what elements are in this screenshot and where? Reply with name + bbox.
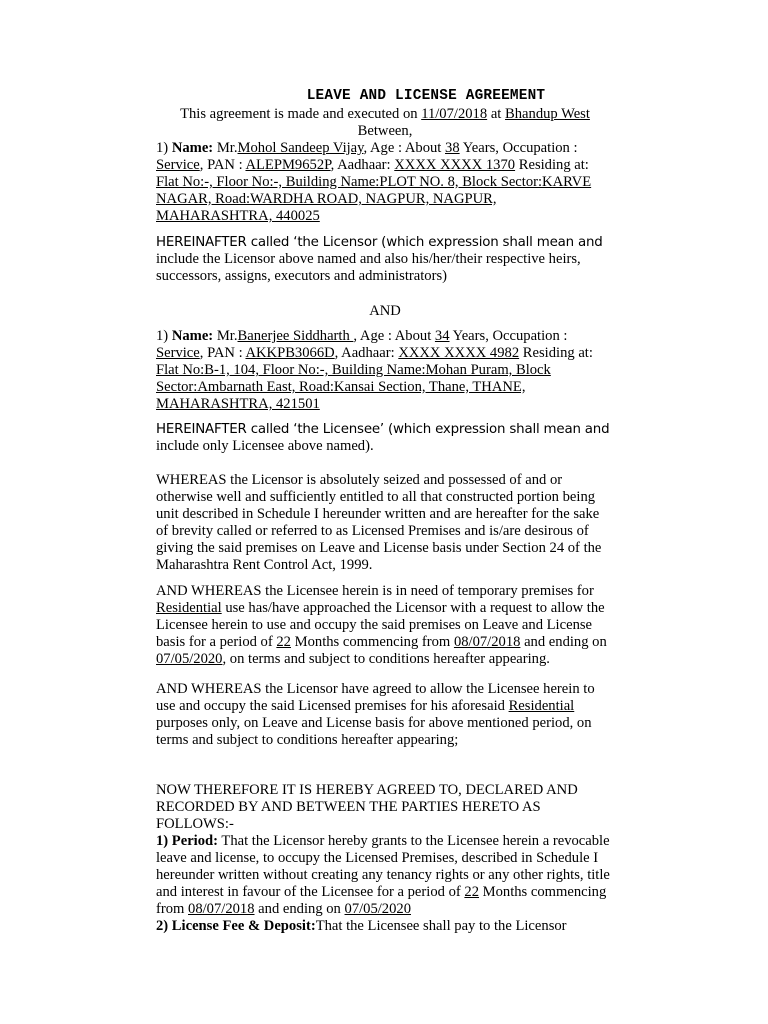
licensor-pan-label: , PAN : — [199, 157, 243, 173]
licensee-title: Mr. — [216, 328, 238, 344]
licensor-name: Mohol Sandeep Vijay — [237, 140, 364, 156]
licensee-occupation: Service — [156, 345, 200, 361]
whereas-paragraph-1: WHEREAS the Licensor is absolutely seized and possessed of and or otherwise well and sufficiently entitled to all that constructed portion being unit described in Schedule I hereunder written and are hereafter for the sake of brevity called or referred to as Licensed Premises and is/are desirous of giving the said premises on Leave and License basis under Section 24 of the Maharashtra Rent Control Act, 1999. — [156, 472, 602, 573]
intro-block — [156, 106, 614, 140]
whereas2-text-3: Months commencing from — [294, 634, 451, 650]
licensor-occupation: Service — [156, 157, 200, 173]
licensor-title: Mr. — [216, 140, 238, 156]
licensee-age-label: , Age : About — [353, 328, 432, 344]
clause2-text: That the Licensee shall pay to the Licensor — [315, 918, 567, 934]
licensor-clause-lead: HEREINAFTER called ‘the Licensor (which expression shall mean and — [156, 235, 603, 250]
intro-line — [156, 106, 614, 123]
licensor-occupation-label: Years, Occupation — [462, 140, 570, 156]
licensee-block — [156, 328, 614, 413]
licensee-clause-rest: include only Licensee above named). — [156, 438, 374, 454]
now-therefore-paragraph: NOW THEREFORE IT IS HEREBY AGREED TO, DECLARED AND RECORDED BY AND BETWEEN THE PARTIES HERETO AS FOLLOWS:- — [156, 782, 578, 832]
clause1-text-1: That the Licensor hereby grants to the Licensee herein a revocable leave and license, to occupy the Licensed Premises, described in Schedule I hereunder written without creating any tenancy rights or any other rights, title and interest in favour of the Licensee for a period of — [156, 833, 610, 900]
licensor-age: 38 — [445, 140, 460, 156]
licensor-number: 1) — [156, 140, 169, 156]
intro-at: at — [490, 106, 502, 122]
whereas3-text-2: purposes only, on Leave and License basis for above mentioned period, on terms and subject to conditions hereafter appearing; — [156, 715, 592, 748]
licensor-clause — [156, 234, 614, 285]
licensor-block — [156, 140, 614, 225]
licensor-clause-rest: include the Licensor above named and also his/her/their respective heirs, successors, assigns, executors and administrators) — [156, 251, 581, 284]
clause1-end-date: 07/05/2020 — [344, 901, 411, 917]
whereas2-use: Residential — [156, 600, 222, 616]
whereas2-text-4: and ending on — [524, 634, 607, 650]
licensee-clause-lead: HEREINAFTER called ‘the Licensee’ (which expression shall mean and — [156, 422, 610, 437]
whereas2-months: 22 — [276, 634, 291, 650]
whereas2-text-2: use has/have approached the Licensor with a request to allow the Licensee herein to use and occupy the said premises on Leave and License basis for a period of — [156, 600, 605, 650]
whereas2-text-1: AND WHEREAS the Licensee herein is in need of temporary premises for — [156, 583, 594, 599]
whereas3-use: Residential — [508, 698, 575, 714]
clause2-label: 2) License Fee & Deposit: — [156, 918, 316, 934]
licensor-aadhaar-label: , Aadhaar: — [330, 157, 391, 173]
licensee-aadhaar: XXXX XXXX 4982 — [398, 345, 520, 361]
whereas-paragraph-2 — [156, 583, 614, 668]
licensee-name-label: Name: — [171, 328, 214, 344]
clause-2-license-fee — [156, 918, 614, 935]
licensee-name: Banerjee Siddharth — [237, 328, 354, 344]
clause1-start-date: 08/07/2018 — [188, 901, 255, 917]
and-separator: AND — [369, 303, 401, 319]
licensee-residing-label: Residing at: — [522, 345, 593, 361]
whereas-paragraph-3 — [156, 681, 614, 749]
licensee-age: 34 — [434, 328, 450, 344]
clause1-text-3: and ending on — [258, 901, 341, 917]
licensee-pan-label: , PAN : — [199, 345, 243, 361]
clause1-text-2: Months commencing from — [156, 884, 607, 917]
licensor-age-label: , Age : About — [363, 140, 442, 156]
clause1-months: 22 — [464, 884, 479, 900]
licensee-occupation-label: Years, Occupation — [452, 328, 560, 344]
licensor-aadhaar: XXXX XXXX 1370 — [394, 157, 516, 173]
licensor-name-label: Name: — [171, 140, 214, 156]
licensor-occupation-sep: : — [573, 140, 578, 156]
licensee-clause — [156, 421, 614, 455]
licensee-occupation-sep: : — [563, 328, 568, 344]
clause1-label: 1) Period: — [156, 833, 219, 849]
licensor-pan: ALEPM9652P — [245, 157, 331, 173]
licensee-address: Flat No:B-1, 104, Floor No:-, Building Name:Mohan Puram, Block Sector:Ambarnath East, Road:Kansai Section, Thane, THANE, MAHARASHTRA, 421501 — [156, 362, 551, 412]
whereas2-start-date: 08/07/2018 — [453, 634, 521, 650]
whereas2-end-date: 07/05/2020 — [156, 651, 223, 667]
licensor-address: Flat No:-, Floor No:-, Building Name:PLOT NO. 8, Block Sector:KARVE NAGAR, Road:WARDHA ROAD, NAGPUR, NAGPUR, MAHARASHTRA, 440025 — [156, 174, 592, 224]
whereas2-text-5: , on terms and subject to conditions hereafter appearing. — [222, 651, 550, 667]
clause-1-period — [156, 833, 614, 918]
licensee-number: 1) — [156, 328, 169, 344]
document-title: LEAVE AND LICENSE AGREEMENT — [306, 88, 546, 104]
agreement-place: Bhandup West — [505, 106, 590, 122]
licensee-pan: AKKPB3066D — [245, 345, 335, 361]
agreement-date: 11/07/2018 — [421, 106, 488, 122]
between-label: Between, — [357, 123, 413, 139]
whereas3-text-1: AND WHEREAS the Licensor have agreed to allow the Licensee herein to use and occupy the said Licensed premises for his aforesaid — [156, 681, 595, 714]
intro-prefix: This agreement is made and executed on — [180, 106, 418, 122]
licensor-residing-label: Residing at: — [518, 157, 589, 173]
licensee-aadhaar-label: , Aadhaar: — [334, 345, 395, 361]
